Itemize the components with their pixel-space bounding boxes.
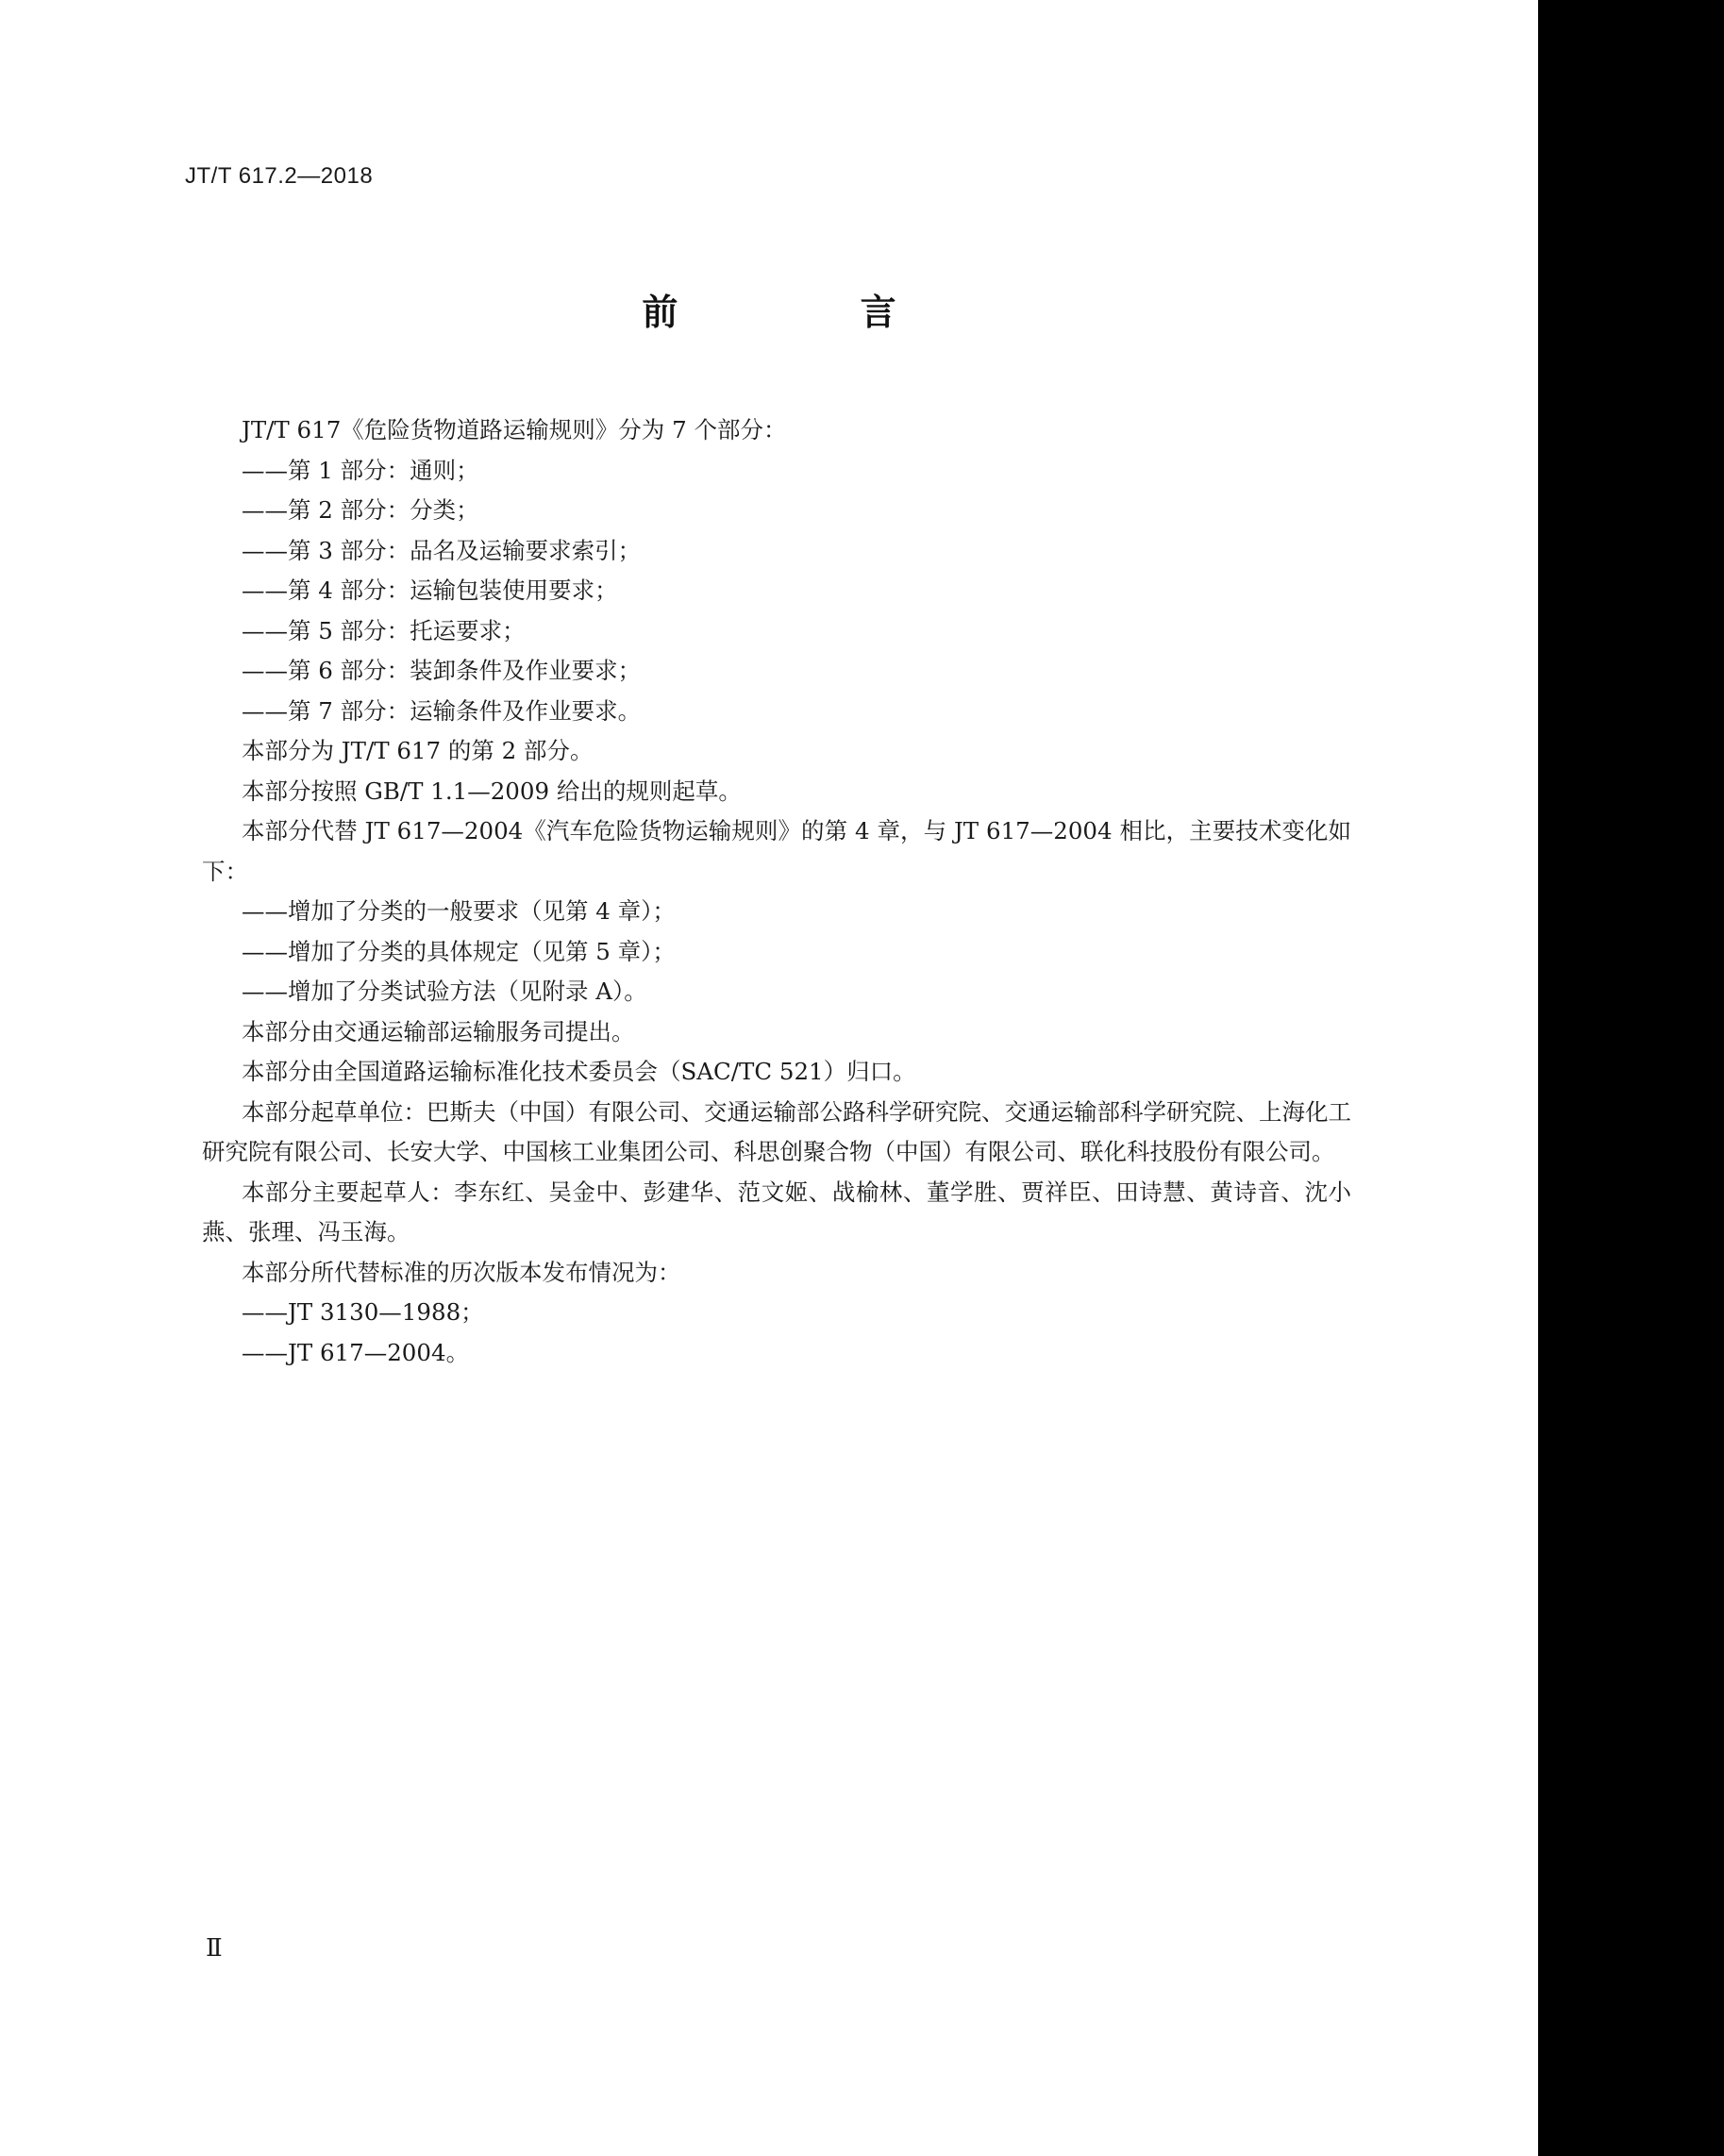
paragraph: JT/T 617《危险货物道路运输规则》分为 7 个部分：	[242, 416, 787, 443]
list-item: ——JT 617—2004。	[242, 1338, 470, 1366]
page-title: 前 言	[642, 292, 981, 333]
paragraph: 本部分按照 GB/T 1.1—2009 给出的规则起草。	[242, 777, 742, 805]
document-code: JT/T 617.2—2018	[185, 163, 374, 189]
scan-border	[1538, 0, 1724, 2156]
paragraph: 本部分由全国道路运输标准化技术委员会（SAC/TC 521）归口。	[242, 1058, 916, 1085]
list-item: ——第 5 部分：托运要求；	[242, 616, 526, 644]
paragraph: 本部分主要起草人：李东红、吴金中、彭建华、范文姬、战榆林、董学胜、贾祥臣、田诗慧、黄诗音、沈小燕、张理、冯玉海。	[202, 1178, 1351, 1245]
list-item: ——第 4 部分：运输包装使用要求；	[242, 577, 618, 604]
paragraph: 本部分所代替标准的历次版本发布情况为：	[242, 1258, 681, 1286]
paragraph: 本部分代替 JT 617—2004《汽车危险货物运输规则》的第 4 章，与 JT 617—2004 相比，主要技术变化如下：	[202, 817, 1351, 885]
list-item: ——第 6 部分：装卸条件及作业要求；	[242, 657, 642, 684]
list-item: ——增加了分类的一般要求（见第 4 章）；	[242, 897, 676, 925]
paragraph: 本部分为 JT/T 617 的第 2 部分。	[242, 737, 594, 764]
list-item: ——第 3 部分：品名及运输要求索引；	[242, 536, 642, 564]
list-item: ——第 7 部分：运输条件及作业要求。	[242, 696, 642, 725]
list-item: ——JT 3130—1988；	[242, 1298, 484, 1326]
foreword-body	[202, 410, 1351, 1373]
list-item: ——第 1 部分：通则；	[242, 456, 479, 484]
list-item: ——增加了分类试验方法（见附录 A）。	[242, 978, 647, 1005]
paragraph: 本部分起草单位：巴斯夫（中国）有限公司、交通运输部公路科学研究院、交通运输部科学研究院、上海化工研究院有限公司、长安大学、中国核工业集团公司、科思创聚合物（中国）有限公司、联化科技股份有限公司。	[202, 1097, 1351, 1165]
paragraph: 本部分由交通运输部运输服务司提出。	[242, 1017, 635, 1045]
page-number: Ⅱ	[206, 1934, 223, 1963]
list-item: ——增加了分类的具体规定（见第 5 章）；	[242, 937, 676, 965]
list-item: ——第 2 部分：分类；	[242, 496, 479, 524]
